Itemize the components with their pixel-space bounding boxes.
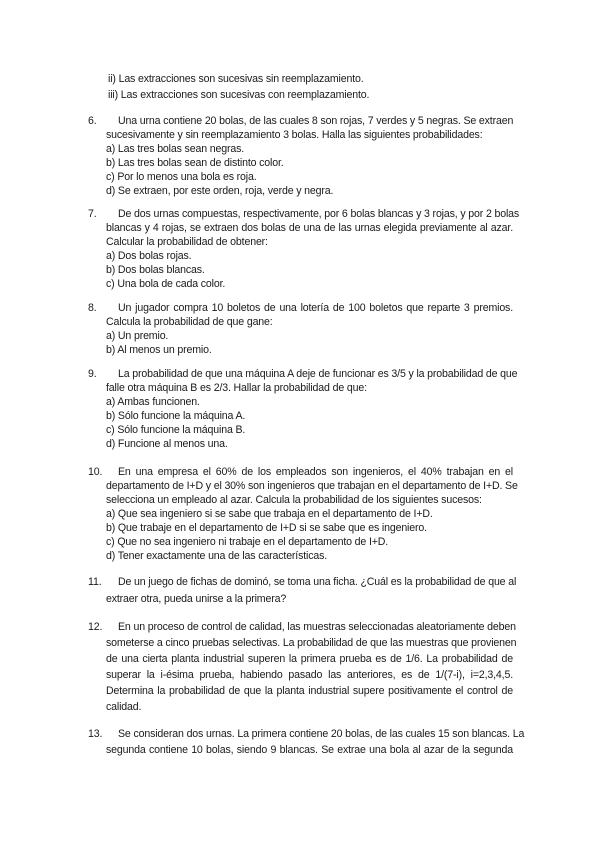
problem-number: 6. <box>88 115 97 127</box>
list-item: ii) Las extracciones son sucesivas sin reemplazamiento. <box>108 73 364 85</box>
problem-text: Se consideran dos urnas. La primera contiene 20 bolas, de las cuales 15 son blancas. La <box>118 728 525 740</box>
problem-text: segunda contiene 10 bolas, siendo 9 blancas. Se extrae una bola al azar de la segunda <box>106 744 513 756</box>
problem-text: Calcula la probabilidad de que gane: <box>106 316 273 328</box>
problem-text: sucesivamente y sin reemplazamiento 3 bolas. Halla las siguientes probabilidades: <box>106 129 483 141</box>
problem-text: superar la i-ésima prueba, habiendo pasado las anteriores, es de 1/(7-i), i=2,3,4,5. <box>106 669 513 681</box>
problem-number: 9. <box>88 368 97 380</box>
problem-number: 10. <box>88 466 103 478</box>
problem-number: 8. <box>88 302 97 314</box>
problem-text: calidad. <box>106 701 142 713</box>
list-item: c) Que no sea ingeniero ni trabaje en el departamento de I+D. <box>106 536 389 548</box>
list-item: a) Ambas funcionen. <box>106 396 200 408</box>
list-item: c) Una bola de cada color. <box>106 278 226 290</box>
problem-number: 13. <box>88 728 103 740</box>
problem-text: Una urna contiene 20 bolas, de las cuales 8 son rojas, 7 verdes y 5 negras. Se extraen <box>118 115 514 127</box>
problem-text: someterse a cinco pruebas selectivas. La probabilidad de que las muestras que provienen <box>106 637 517 649</box>
list-item: c) Por lo menos una bola es roja. <box>106 171 257 183</box>
problem-text: departamento de I+D y el 30% son ingenieros que trabajan en el departamento de I+D. Se <box>106 480 518 492</box>
problem-text: La probabilidad de que una máquina A deje de funcionar es 3/5 y la probabilidad de que <box>118 368 518 380</box>
list-item: b) Las tres bolas sean de distinto color. <box>106 157 284 169</box>
list-item: d) Funcione al menos una. <box>106 438 228 450</box>
list-item: c) Sólo funcione la máquina B. <box>106 424 246 436</box>
problem-text: En un proceso de control de calidad, las muestras seleccionadas aleatoriamente deben <box>118 621 516 633</box>
problem-text: de una cierta planta industrial superen la primera prueba es de 1/6. La probabilidad de <box>106 653 513 665</box>
list-item: a) Dos bolas rojas. <box>106 250 192 262</box>
problem-text: Determina la probabilidad de que la planta industrial supere positivamente el control de <box>106 685 513 697</box>
problem-text: De dos urnas compuestas, respectivamente, por 6 bolas blancas y 3 rojas, y por 2 bolas <box>118 208 520 220</box>
problem-text: De un juego de fichas de dominó, se toma una ficha. ¿Cuál es la probabilidad de que al <box>118 576 517 588</box>
problem-text: selecciona un empleado al azar. Calcula la probabilidad de los siguientes sucesos: <box>106 494 482 506</box>
problem-text: Un jugador compra 10 boletos de una lotería de 100 boletos que reparte 3 premios. <box>118 302 513 314</box>
list-item: iii) Las extracciones son sucesivas con reemplazamiento. <box>108 89 370 101</box>
problem-number: 12. <box>88 621 103 633</box>
list-item: b) Dos bolas blancas. <box>106 264 205 276</box>
list-item: a) Que sea ingeniero si se sabe que trabaja en el departamento de I+D. <box>106 508 433 520</box>
problem-text: falle otra máquina B es 2/3. Hallar la probabilidad de que: <box>106 382 367 394</box>
list-item: a) Un premio. <box>106 330 169 342</box>
list-item: d) Tener exactamente una de las características. <box>106 550 328 562</box>
problem-text: En una empresa el 60% de los empleados son ingenieros, el 40% trabajan en el <box>118 466 513 478</box>
problem-number: 11. <box>88 576 102 588</box>
list-item: b) Sólo funcione la máquina A. <box>106 410 246 422</box>
problem-text: extraer otra, pueda unirse a la primera? <box>106 593 287 605</box>
problem-text: blancas y 4 rojas, se extraen dos bolas de una de las urnas elegida previamente al azar. <box>106 222 513 234</box>
problem-text: Calcular la probabilidad de obtener: <box>106 236 268 248</box>
list-item: a) Las tres bolas sean negras. <box>106 143 245 155</box>
list-item: b) Que trabaje en el departamento de I+D si se sabe que es ingeniero. <box>106 522 427 534</box>
problem-number: 7. <box>88 208 97 220</box>
list-item: b) Al menos un premio. <box>106 344 212 356</box>
list-item: d) Se extraen, por este orden, roja, verde y negra. <box>106 185 334 197</box>
